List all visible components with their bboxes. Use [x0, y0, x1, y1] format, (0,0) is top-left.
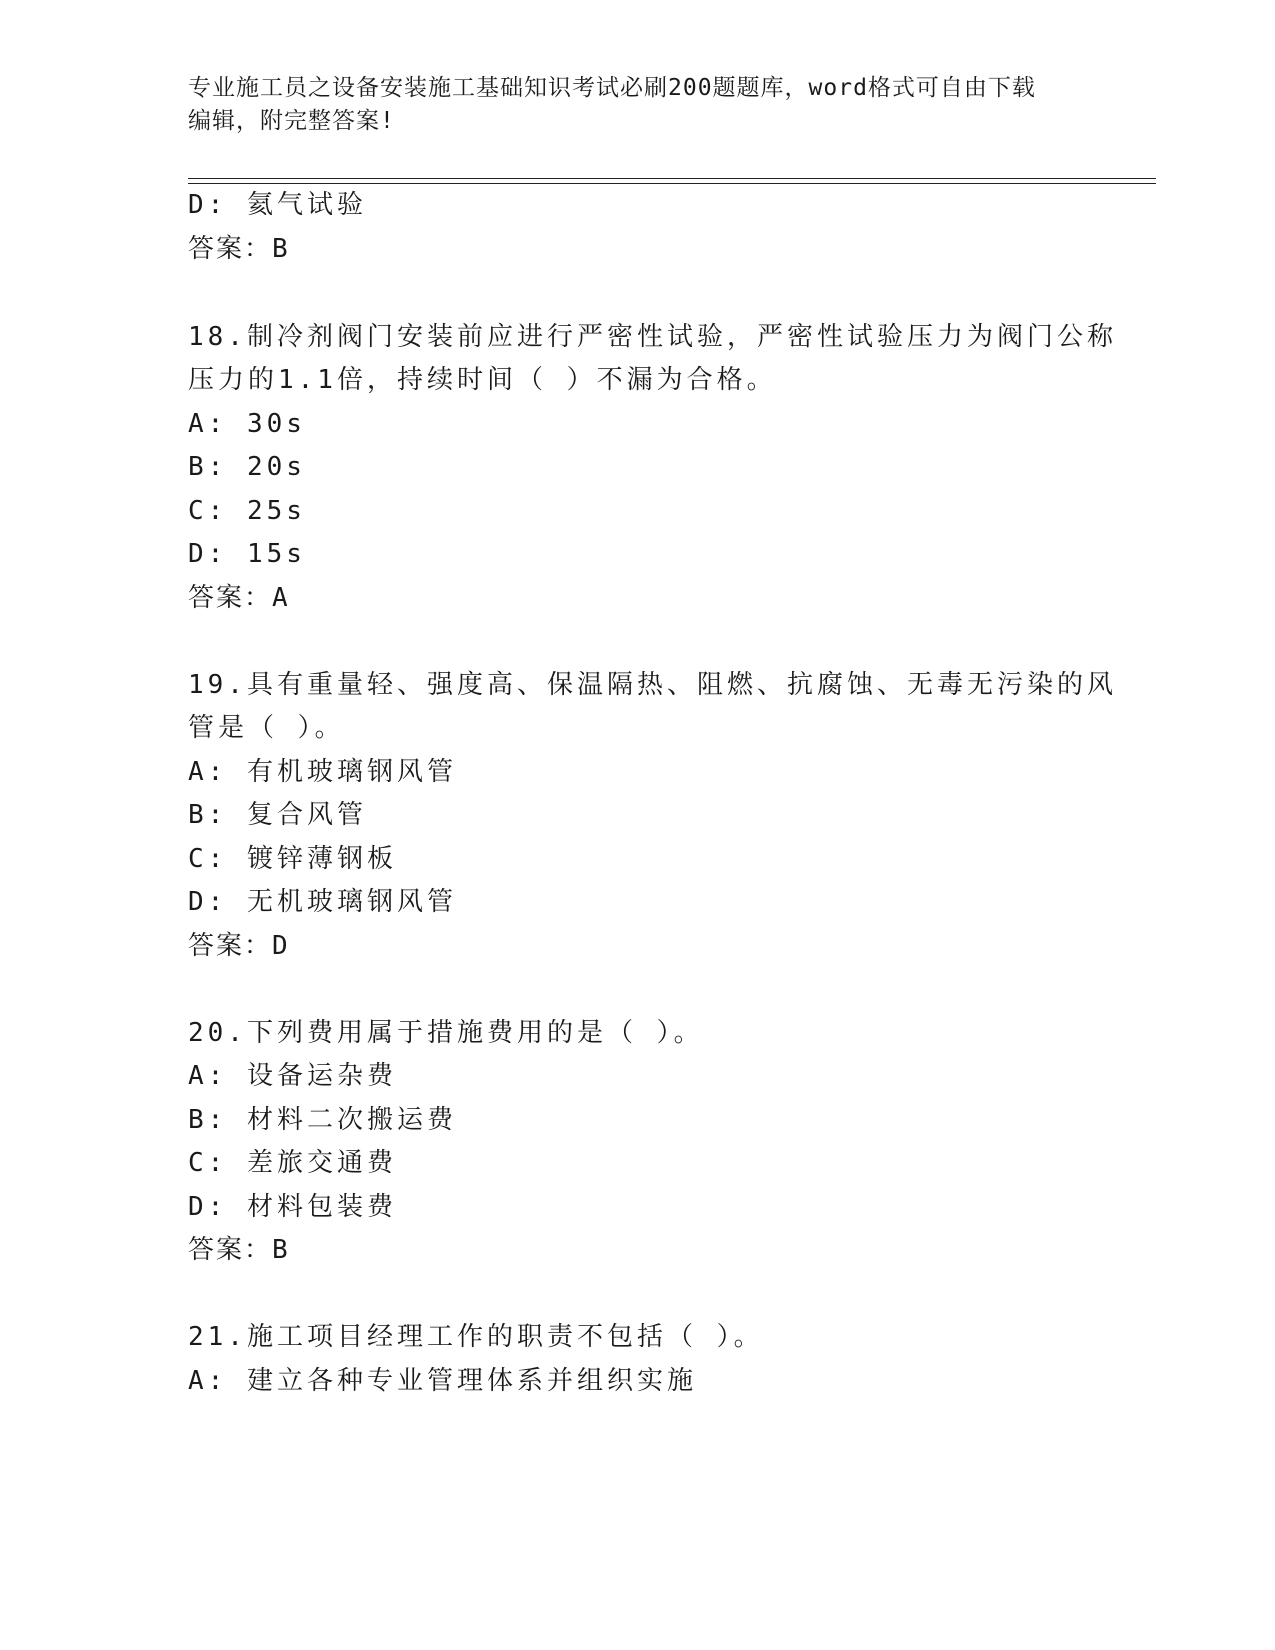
header-divider-bottom	[188, 183, 1156, 184]
header-title-line1: 专业施工员之设备安装施工基础知识考试必刷200题题库，word格式可自由下载	[188, 75, 1036, 101]
option-a: A: 30s	[188, 409, 306, 439]
option-b: B: 20s	[188, 452, 306, 482]
prev-option-d: D: 氦气试验	[188, 190, 367, 220]
option-c: C: 25s	[188, 496, 306, 526]
answer: 答案：B	[188, 1235, 290, 1265]
option-c: C: 镀锌薄钢板	[188, 844, 397, 874]
question-stem: 20.下列费用属于措施费用的是（ ）。	[188, 1018, 704, 1048]
answer: 答案：D	[188, 931, 290, 961]
option-a: A: 设备运杂费	[188, 1061, 397, 1091]
prev-answer: 答案：B	[188, 234, 290, 264]
header-title-line2: 编辑，附完整答案!	[188, 108, 395, 134]
option-b: B: 复合风管	[188, 800, 367, 830]
question-stem: 21.施工项目经理工作的职责不包括（ ）。	[188, 1322, 764, 1352]
option-d: D: 无机玻璃钢风管	[188, 887, 457, 917]
option-b: B: 材料二次搬运费	[188, 1105, 457, 1135]
option-a: A: 有机玻璃钢风管	[188, 757, 457, 787]
question-stem: 19.具有重量轻、强度高、保温隔热、阻燃、抗腐蚀、无毒无污染的风	[188, 670, 1117, 700]
option-a: A: 建立各种专业管理体系并组织实施	[188, 1366, 697, 1396]
header-divider-top	[188, 178, 1156, 179]
document-header	[188, 72, 1088, 138]
question-stem-continued: 压力的1.1倍，持续时间（ ）不漏为合格。	[188, 365, 777, 395]
option-d: D: 材料包装费	[188, 1192, 397, 1222]
question-stem: 18.制冷剂阀门安装前应进行严密性试验，严密性试验压力为阀门公称	[188, 322, 1117, 352]
option-c: C: 差旅交通费	[188, 1148, 397, 1178]
answer: 答案：A	[188, 583, 290, 613]
question-stem-continued: 管是（ ）。	[188, 713, 345, 743]
option-d: D: 15s	[188, 539, 306, 569]
